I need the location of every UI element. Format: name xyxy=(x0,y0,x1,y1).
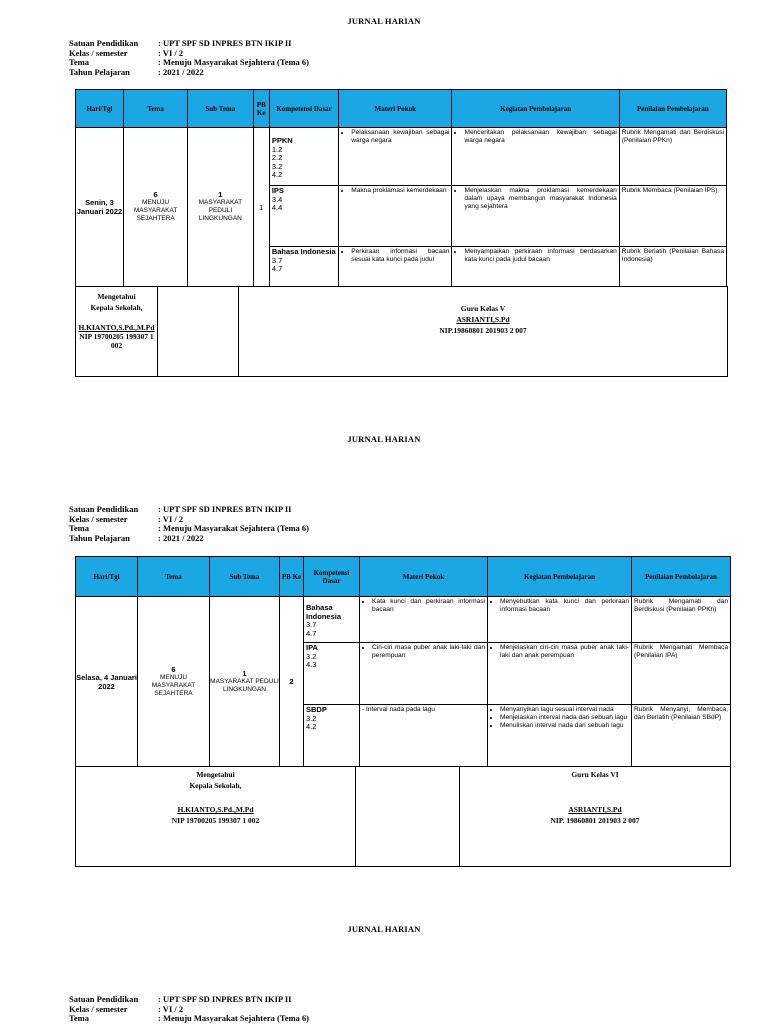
journal1-blank-cell xyxy=(158,287,239,377)
journal1-kegiatan-ips: • Menjelaskan makna proklamasi kemerdekaan dalam upaya membangun masyarakat Indonesia yang sejahtera xyxy=(452,186,619,247)
journal2-kegiatan-bindo: • Menyebutkan kata kunci dan perkiraan informasi bacaan xyxy=(488,597,632,643)
col-tema: Tema xyxy=(123,90,187,128)
journal1-table xyxy=(75,89,727,287)
journal2-materi-bindo: • Kata kunci dan perkiraan informasi bacaan xyxy=(360,597,488,643)
col-pb: PB Ke xyxy=(280,557,304,597)
journal2-kd-ipa: IPA 3.2 4.3 xyxy=(304,643,360,705)
value-satuan: : UPT SPF SD INPRES BTN IKIP II xyxy=(158,38,292,48)
journal1-materi-ppkn: • Pelaksanaan kewajiban sebagai warga negara xyxy=(339,128,452,186)
value-kelas: : VI / 2 xyxy=(158,47,184,58)
col-tema: Tema xyxy=(138,557,210,597)
label-tahun: Tahun Pelajaran xyxy=(69,66,130,77)
journal1-signature xyxy=(75,286,728,377)
journal2-title: JURNAL HARIAN xyxy=(347,434,421,444)
journal3-title: JURNAL HARIAN xyxy=(347,924,421,934)
journal1-pb: 1 xyxy=(253,128,269,287)
journal2-materi-ipa: • Ciri-ciri masa puber anak laki-laki dan perempuan xyxy=(360,643,488,705)
journal1-title: JURNAL HARIAN xyxy=(347,16,421,26)
journal1-penilaian-ppkn: Rubrik Mengamati dan Berdiskusi (Penilaian PPKn) xyxy=(619,128,726,186)
journal2-tema: 6 MENUJU MASYARAKAT SEJAHTERA xyxy=(138,597,210,767)
journal2-kepala-block: Mengetahui Kepala Sekolah, H.KIANTO,S.Pd.,M.Pd NIP 19700205 199307 1 002 xyxy=(76,767,356,867)
journal1-kegiatan-bindo: • Menyampaikan perkiraan informasi berdasarkan kata kunci pada judul bacaan xyxy=(452,247,619,287)
journal2-penilaian-sbdp: Rubrik Menyanyi, Membaca, dan Berlatih (Penilaian SBdP) xyxy=(632,705,731,767)
journal3-meta: Satuan Pendidikan : UPT SPF SD INPRES BTN IKIP II Kelas / semester : VI / 2 Tema : Menuju Masyarakat Sejahtera (Tema 6) xyxy=(69,994,310,1023)
journal1-subtema: 1 MASYARAKAT PEDULI LINGKUNGAN xyxy=(188,128,253,287)
journal1-kepala-block: Mengetahui Kepala Sekolah, H.KIANTO,S.Pd.,M.Pd NIP 19700205 199307 1 002 xyxy=(76,287,158,377)
journal1-kd-ppkn: PPKN 1.2 2.2 3.2 4.2 xyxy=(269,128,338,186)
journal2-subtema: 1 MASYARAKAT PEDULI LINGKUNGAN xyxy=(210,597,280,767)
col-subtema: Sub Tema xyxy=(210,557,280,597)
journal1-tema: 6 MENUJU MASYARAKAT SEJAHTERA xyxy=(123,128,187,287)
col-kd: Kompetensi Dasar xyxy=(304,557,360,597)
journal1-penilaian-ips: Rubrik Membaca (Penilaian IPS) xyxy=(619,186,726,247)
col-kegiatan: Kegiatan Pembelajaran xyxy=(452,90,619,128)
journal2-meta: Satuan Pendidikan : UPT SPF SD INPRES BTN IKIP II Kelas / semester : VI / 2 Tema : Menuju Masyarakat Sejahtera (Tema 6) Tahun Pelajaran : 2021 / 2022 xyxy=(69,504,310,543)
journal2-table xyxy=(75,556,731,767)
col-hari: Hari/Tgl xyxy=(76,90,124,128)
journal2-hari: Selasa, 4 Januari 2022 xyxy=(76,597,138,767)
value-tahun: : 2021 / 2022 xyxy=(158,66,204,77)
journal2-signature xyxy=(75,766,731,867)
journal1-penilaian-bindo: Rubrik Berlatih (Penilaian Bahasa Indonesia) xyxy=(619,247,726,287)
journal2-penilaian-ipa: Rubrik Mengamati Membaca (Penilaian IPA) xyxy=(632,643,731,705)
col-kegiatan: Kegiatan Pembelajaran xyxy=(488,557,632,597)
journal1-materi-ips: • Makna proklamasi kemerdekaan xyxy=(339,186,452,247)
col-materi: Materi Pokok xyxy=(339,90,452,128)
journal1-guru-block: Guru Kelas V ASRIANTI,S.Pd NIP.19860801 201903 2 007 xyxy=(239,287,728,377)
journal2-kegiatan-ipa: • Menjelaskan ciri-ciri masa puber anak laki-laki dan anak perempuan xyxy=(488,643,632,705)
journal1-kd-bindo: Bahasa Indonesia 3.7 4.7 xyxy=(269,247,338,287)
label-tema: Tema xyxy=(69,57,89,67)
journal1-hari: Senin, 3 Januari 2022 xyxy=(76,128,124,287)
journal1-kd-ips: IPS 3.4 4.4 xyxy=(269,186,338,247)
journal2-kd-bindo: Bahasa Indonesia 3.7 4.7 xyxy=(304,597,360,643)
journal2-penilaian-bindo: Rubrik Mengamati dan Berdiskusi (Penilaian PPKn) xyxy=(632,597,731,643)
label-kelas: Kelas / semester xyxy=(69,47,128,58)
journal1-meta xyxy=(69,39,309,77)
journal1-materi-bindo: • Perkiraan informasi bacaan sesuai kata kunci pada judul xyxy=(339,247,452,287)
journal2-materi-sbdp: - Interval nada pada lagu xyxy=(360,705,488,767)
journal2-pb: 2 xyxy=(280,597,304,767)
journal2-guru-block: Guru Kelas VI ASRIANTI,S.Pd NIP. 19860801 201903 2 007 xyxy=(460,767,731,867)
col-penilaian: Penilaian Pembelajaran xyxy=(632,557,731,597)
value-tema: : Menuju Masyarakat Sejahtera (Tema 6) xyxy=(158,57,310,67)
journal2-blank-cell xyxy=(356,767,460,867)
col-hari: Hari/Tgl xyxy=(76,557,138,597)
col-materi: Materi Pokok xyxy=(360,557,488,597)
col-pb: PB Ke xyxy=(253,90,269,128)
journal2-kd-sbdp: SBDP 3.2 4.2 xyxy=(304,705,360,767)
journal2-kegiatan-sbdp: • Menyanyikan lagu sesuai interval nada • Menjelaskan interval nada dari sebuah lagu • Menuliskan interval nada dari sebuah lagu xyxy=(488,705,632,767)
journal1-kegiatan-ppkn: • Menceritakan pelaksanaan kewajiban sebagai warga negara xyxy=(452,128,619,186)
col-subtema: Sub Tema xyxy=(188,90,253,128)
col-kd: Kompetensi Dasar xyxy=(269,90,338,128)
label-satuan: Satuan Pendidikan xyxy=(69,38,139,48)
col-penilaian: Penilaian Pembelajaran xyxy=(619,90,726,128)
